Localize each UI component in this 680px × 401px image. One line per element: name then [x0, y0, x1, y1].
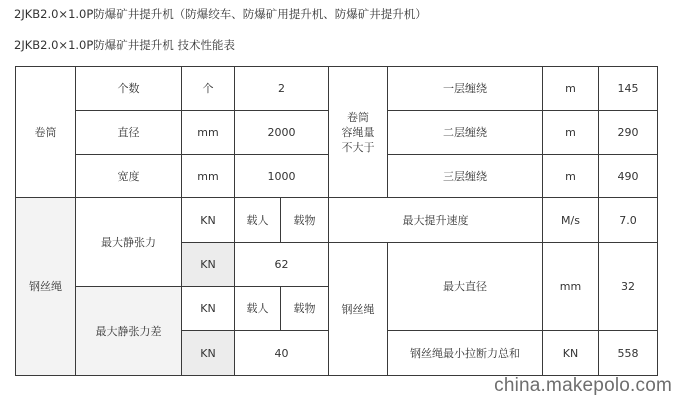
- layer3-label: 三层缠绕: [388, 155, 543, 198]
- diameter-value: 2000: [235, 111, 329, 155]
- watermark: china.makepolo.com: [494, 375, 672, 396]
- width-label: 宽度: [76, 155, 182, 198]
- capacity-label: 卷筒 容绳量 不大于: [329, 67, 388, 198]
- max-static-unit-2: KN: [182, 243, 235, 287]
- diameter2-value: 32: [599, 243, 658, 331]
- layer1-unit: m: [543, 67, 599, 111]
- layer2-value: 290: [599, 111, 658, 155]
- layer1-value: 145: [599, 67, 658, 111]
- speed-unit: M/s: [543, 198, 599, 243]
- rope2-label: 钢丝绳: [329, 243, 388, 376]
- break-unit: KN: [543, 331, 599, 376]
- max-static-label: 最大静张力: [76, 198, 182, 287]
- break-force-label: 钢丝绳最小拉断力总和: [388, 331, 543, 376]
- layer3-unit: m: [543, 155, 599, 198]
- count-label: 个数: [76, 67, 182, 111]
- drum-label: 卷筒: [16, 67, 76, 198]
- diff-value: 40: [235, 331, 329, 376]
- max-static-unit: KN: [182, 198, 235, 243]
- heading-line-2: 2JKB2.0×1.0P防爆矿井提升机 技术性能表: [14, 38, 235, 52]
- count-unit: 个: [182, 67, 235, 111]
- speed-value: 7.0: [599, 198, 658, 243]
- layer1-label: 一层缠绕: [388, 67, 543, 111]
- max-diameter-label: 最大直径: [388, 243, 543, 331]
- cargo-label: 载物: [281, 198, 329, 243]
- max-static-diff-label: 最大静张力差: [76, 287, 182, 376]
- max-speed-label: 最大提升速度: [329, 198, 543, 243]
- diameter-unit: mm: [182, 111, 235, 155]
- heading-line-1: 2JKB2.0×1.0P防爆矿井提升机（防爆绞车、防爆矿用提升机、防爆矿井提升机）: [14, 7, 427, 21]
- diameter-label: 直径: [76, 111, 182, 155]
- diff-unit: KN: [182, 287, 235, 331]
- layer2-unit: m: [543, 111, 599, 155]
- break-value: 558: [599, 331, 658, 376]
- width-unit: mm: [182, 155, 235, 198]
- layer2-label: 二层缠绕: [388, 111, 543, 155]
- max-static-value: 62: [235, 243, 329, 287]
- diff-unit-2: KN: [182, 331, 235, 376]
- diameter2-unit: mm: [543, 243, 599, 331]
- cargo-label-2: 载物: [281, 287, 329, 331]
- rope-label: 钢丝绳: [16, 198, 76, 376]
- count-value: 2: [235, 67, 329, 111]
- spec-table: [15, 66, 658, 376]
- passenger-label: 载人: [235, 198, 281, 243]
- passenger-label-2: 载人: [235, 287, 281, 331]
- width-value: 1000: [235, 155, 329, 198]
- layer3-value: 490: [599, 155, 658, 198]
